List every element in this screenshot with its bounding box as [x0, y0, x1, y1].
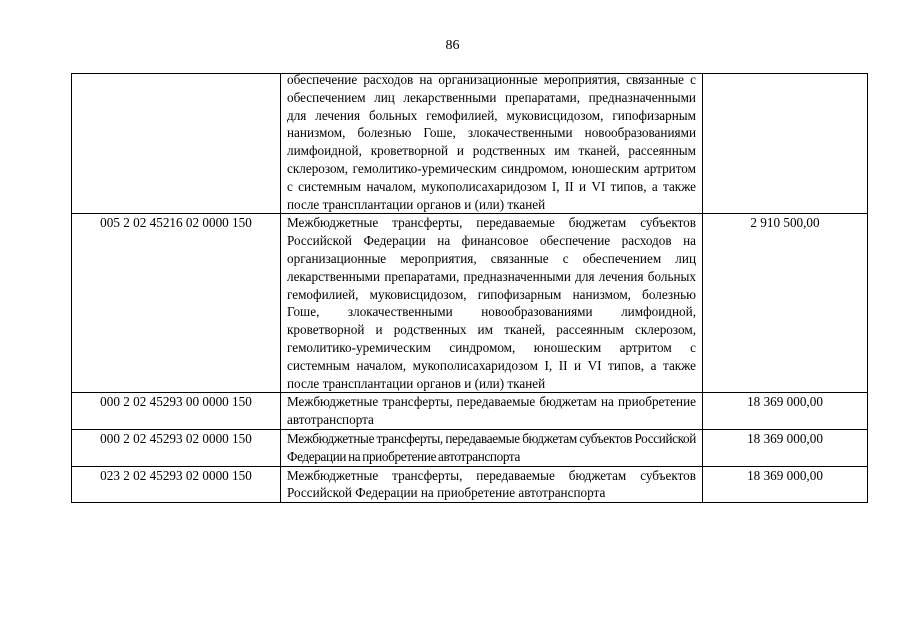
table-row	[72, 429, 868, 466]
description-cell	[281, 393, 703, 430]
code-cell: 023 2 02 45293 02 0000 150	[72, 466, 281, 503]
code-cell: 000 2 02 45293 00 0000 150	[72, 393, 281, 430]
description-text: обеспечение расходов на организационные мероприятия, связанные с обеспечением лиц лекарственными препаратами, предназначенными для лечения больных гемофилией, муковисцидозом, гипофизарным нанизмом, болезнью Гоше, злокачественными новообразованиями лимфоидной, кроветворной и родственных им тканей, рассеянным склерозом, гемолитико-уремическим синдромом, юношеским артритом с системным началом, мукополисахаридозом I, II и VI типов, а также после трансплантации органов и (или) тканей	[287, 72, 696, 212]
code-cell: 005 2 02 45216 02 0000 150	[72, 214, 281, 393]
code-cell: 000 2 02 45293 02 0000 150	[72, 429, 281, 466]
page-number: 86	[445, 38, 460, 53]
description-text: Межбюджетные трансферты, передаваемые бюджетам субъектов Российской Федерации на финансовое обеспечение расходов на организационные мероприятия, связанные с обеспечением лиц лекарственными препаратами, предназначенными для лечения больных гемофилией, муковисцидозом, гипофизарным нанизмом, болезнью Гоше, злокачественными новообразованиями лимфоидной, кроветворной и родственных им тканей, рассеянным склерозом, гемолитико-уремическим синдромом, юношеским артритом с системным началом, мукополисахаридозом I, II и VI типов, а также после трансплантации органов и (или) тканей	[287, 215, 696, 391]
table-row	[72, 74, 868, 214]
description-text: Межбюджетные трансферты, передаваемые бюджетам субъектов Российской Федерации на приобретение автотранспорта	[287, 467, 696, 501]
table-row	[72, 214, 868, 393]
description-text: Межбюджетные трансферты, передаваемые бюджетам субъектов Российской Федерации на приобретение автотранспорта	[287, 430, 696, 464]
description-text: Межбюджетные трансферты, передаваемые бюджетам на приобретение автотранспорта	[287, 394, 696, 428]
amount-cell	[703, 74, 868, 214]
amount-cell: 2 910 500,00	[703, 214, 868, 393]
amount-cell: 18 369 000,00	[703, 429, 868, 466]
code-cell	[72, 74, 281, 214]
amount-cell: 18 369 000,00	[703, 393, 868, 430]
description-cell	[281, 466, 703, 503]
description-cell	[281, 74, 703, 214]
table-row	[72, 393, 868, 430]
budget-table	[71, 73, 868, 503]
description-cell	[281, 214, 703, 393]
description-cell	[281, 429, 703, 466]
amount-cell: 18 369 000,00	[703, 466, 868, 503]
table-row	[72, 466, 868, 503]
